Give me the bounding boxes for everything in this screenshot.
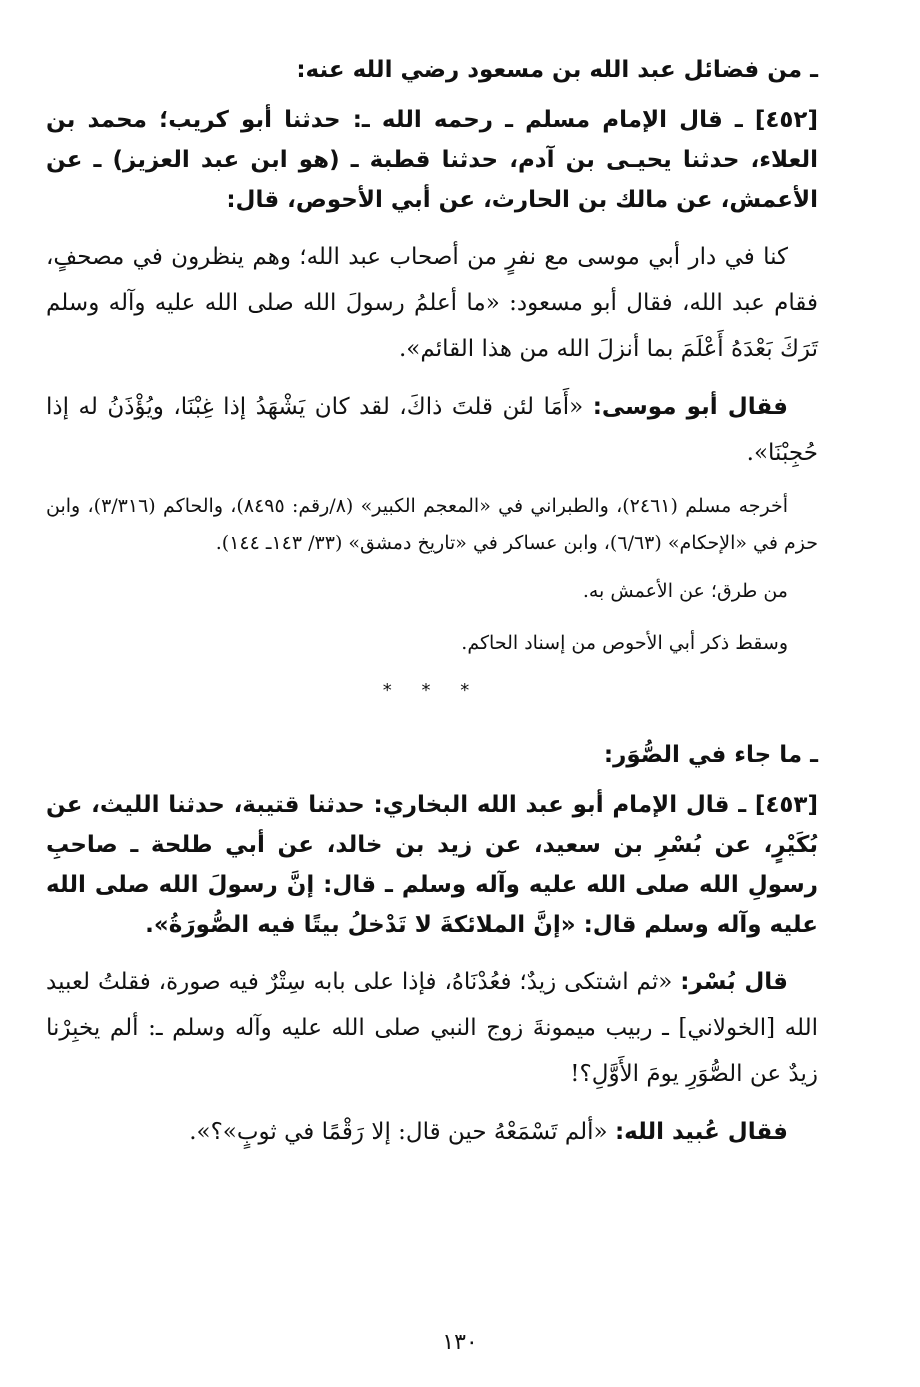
page-number: ١٣٠ <box>442 1330 478 1355</box>
hadith-453-paragraph-2-lead: فقال عُبيد الله: <box>614 1119 788 1145</box>
hadith-453-paragraph-1-text: «ثم اشتكى زيدٌ؛ فعُدْنَاهُ، فإذا على بابه سِتْرٌ فيه صورة، فقلتُ لعبيد الله [الخولاني] ـ ربيب ميمونةَ زوج النبي صلى الله عليه وآله وسلم ـ: ألم يخبِرْنا زيدٌ عن الصُّوَرِ يومَ الأَوَّلِ؟! <box>46 969 818 1087</box>
hadith-452-paragraph-2 <box>46 384 818 476</box>
page-content <box>46 52 818 1167</box>
hadith-453-paragraph-1-lead: قال بُسْر: <box>680 969 788 995</box>
hadith-453: [٤٥٣] ـ قال الإمام أبو عبد الله البخاري: حدثنا قتيبة، حدثنا الليث، عن بُكَيْرٍ، عن بُسْرِ بن سعيد، عن زيد بن خالد، عن أبي طلحة ـ صاحبِ رسولِ الله صلى الله عليه وآله وسلم ـ قال: إنَّ رسولَ الله صلى الله عليه وآله وسلم قال: «إنَّ الملائكةَ لا تَدْخلُ بيتًا فيه الصُّورَةُ». <box>46 792 818 938</box>
hadith-452-isnad: [٤٥٢] ـ قال الإمام مسلم ـ رحمه الله ـ: حدثنا أبو كريب؛ محمد بن العلاء، حدثنا يحيـى بن آدم، حدثنا قطبة ـ (هو ابن عبد العزيز) ـ عن الأعمش، عن مالك بن الحارث، عن أبي الأحوص، قال: <box>46 107 818 213</box>
section-heading-ibn-masud: ـ من فضائل عبد الله بن مسعود رضي الله عنه: <box>296 57 818 83</box>
hadith-453-paragraph-2 <box>46 1109 818 1155</box>
section-separator: * * * <box>382 680 482 701</box>
takhrij-452-note-1: من طرق؛ عن الأعمش به. <box>582 580 788 602</box>
hadith-452-paragraph-2-lead: فقال أبو موسى: <box>592 394 788 420</box>
hadith-453-paragraph-1 <box>46 959 818 1097</box>
section-heading-images: ـ ما جاء في الصُّوَر: <box>603 742 818 768</box>
hadith-452-paragraph-1: كنا في دار أبي موسى مع نفرٍ من أصحاب عبد الله؛ وهم ينظرون في مصحفٍ، فقام عبد الله، فقال أبو مسعود: «ما أعلمُ رسولَ الله صلى الله عليه وآله وسلم تَرَكَ بَعْدَهُ أَعْلَمَ بما أنزلَ الله من هذا القائم». <box>46 244 818 362</box>
takhrij-452: أخرجه مسلم (٢٤٦١)، والطبراني في «المعجم الكبير» (٨/رقم: ٨٤٩٥)، والحاكم (٣/٣١٦)، وابن حزم في «الإحكام» (٦/٦٣)، وابن عساكر في «تاريخ دمشق» (٣٣/ ١٤٣ـ ١٤٤). <box>46 495 818 554</box>
takhrij-452-note-2: وسقط ذكر أبي الأحوص من إسناد الحاكم. <box>461 632 788 654</box>
hadith-452-paragraph-2-text: «أَمَا لئن قلتَ ذاكَ، لقد كان يَشْهَدُ إذا غِبْنَا، ويُؤْذَنُ له إذا حُجِبْنَا». <box>46 394 818 466</box>
hadith-453-paragraph-2-text: «ألم تَسْمَعْهُ حين قال: إلا رَقْمًا في ثوبٍ»؟». <box>189 1119 615 1145</box>
